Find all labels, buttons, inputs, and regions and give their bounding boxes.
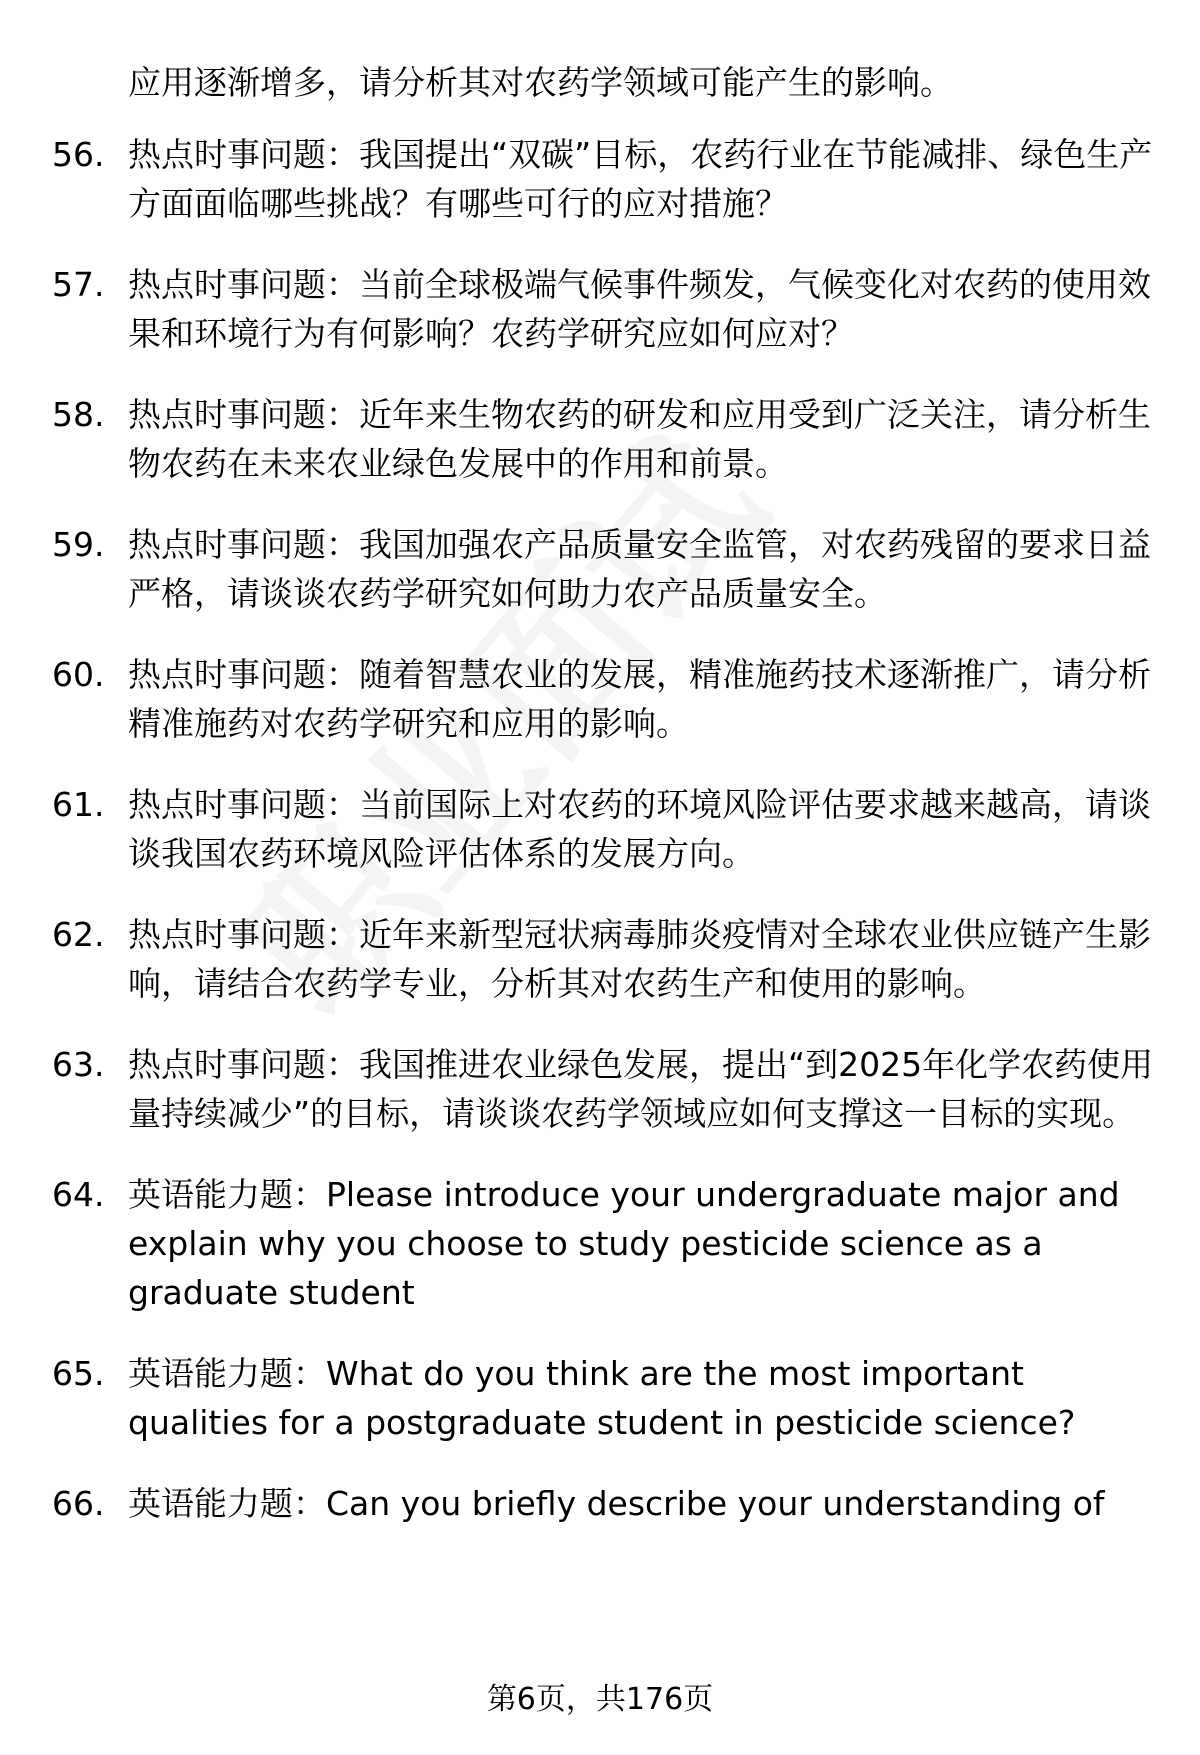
question-number: 60. <box>52 655 105 694</box>
question-item <box>0 390 1200 488</box>
question-text: 英语能力题：What do you think are the most important qualities for a postgraduate student in pesticide science? <box>128 1354 1076 1442</box>
question-number: 61. <box>52 785 105 824</box>
question-text: 热点时事问题：随着智慧农业的发展，精准施药技术逐渐推广，请分析精准施药对农药学研究和应用的影响。 <box>128 655 1151 743</box>
page-footer: 第6页，共176页 <box>486 1682 714 1717</box>
question-item <box>0 1040 1200 1138</box>
question-list <box>0 130 1200 1560</box>
question-item <box>0 780 1200 878</box>
question-number: 56. <box>52 135 105 174</box>
question-text: 英语能力题：Can you briefly describe your understanding of <box>128 1484 1105 1523</box>
question-item <box>0 1170 1200 1317</box>
question-text: 热点时事问题：我国推进农业绿色发展，提出“到2025年化学农药使用量持续减少”的目标，请谈谈农药学领域应如何支撑这一目标的实现。 <box>128 1045 1154 1133</box>
question-number: 63. <box>52 1045 105 1084</box>
question-item <box>0 1349 1200 1447</box>
question-number: 57. <box>52 265 105 304</box>
question-item <box>0 260 1200 358</box>
question-text: 热点时事问题：我国加强农产品质量安全监管，对农药残留的要求日益严格，请谈谈农药学研究如何助力农产品质量安全。 <box>128 525 1151 613</box>
question-number: 59. <box>52 525 105 564</box>
question-number: 66. <box>52 1484 105 1523</box>
question-text: 热点时事问题：我国提出“双碳”目标，农药行业在节能减排、绿色生产方面面临哪些挑战？有哪些可行的应对措施？ <box>128 135 1153 223</box>
question-text: 热点时事问题：近年来新型冠状病毒肺炎疫情对全球农业供应链产生影响，请结合农药学专业，分析其对农药生产和使用的影响。 <box>128 915 1151 1003</box>
question-text: 热点时事问题：当前全球极端气候事件频发，气候变化对农药的使用效果和环境行为有何影响？农药学研究应如何应对？ <box>128 265 1151 353</box>
question-item <box>0 650 1200 748</box>
question-text: 英语能力题：Please introduce your undergraduate major and explain why you choose to study pesticide science as a graduate student <box>128 1175 1131 1312</box>
question-text: 热点时事问题：近年来生物农药的研发和应用受到广泛关注，请分析生物农药在未来农业绿色发展中的作用和前景。 <box>128 395 1151 483</box>
question-text: 热点时事问题：当前国际上对农药的环境风险评估要求越来越高，请谈谈我国农药环境风险评估体系的发展方向。 <box>128 785 1151 873</box>
question-number: 64. <box>52 1175 105 1214</box>
question-item <box>0 520 1200 618</box>
continued-question-text: 应用逐渐增多，请分析其对农药学领域可能产生的影响。 <box>128 63 953 102</box>
question-number: 65. <box>52 1354 105 1393</box>
question-number: 62. <box>52 915 105 954</box>
question-number: 58. <box>52 395 105 434</box>
question-item <box>0 130 1200 228</box>
question-item <box>0 910 1200 1008</box>
question-item <box>0 1479 1200 1528</box>
